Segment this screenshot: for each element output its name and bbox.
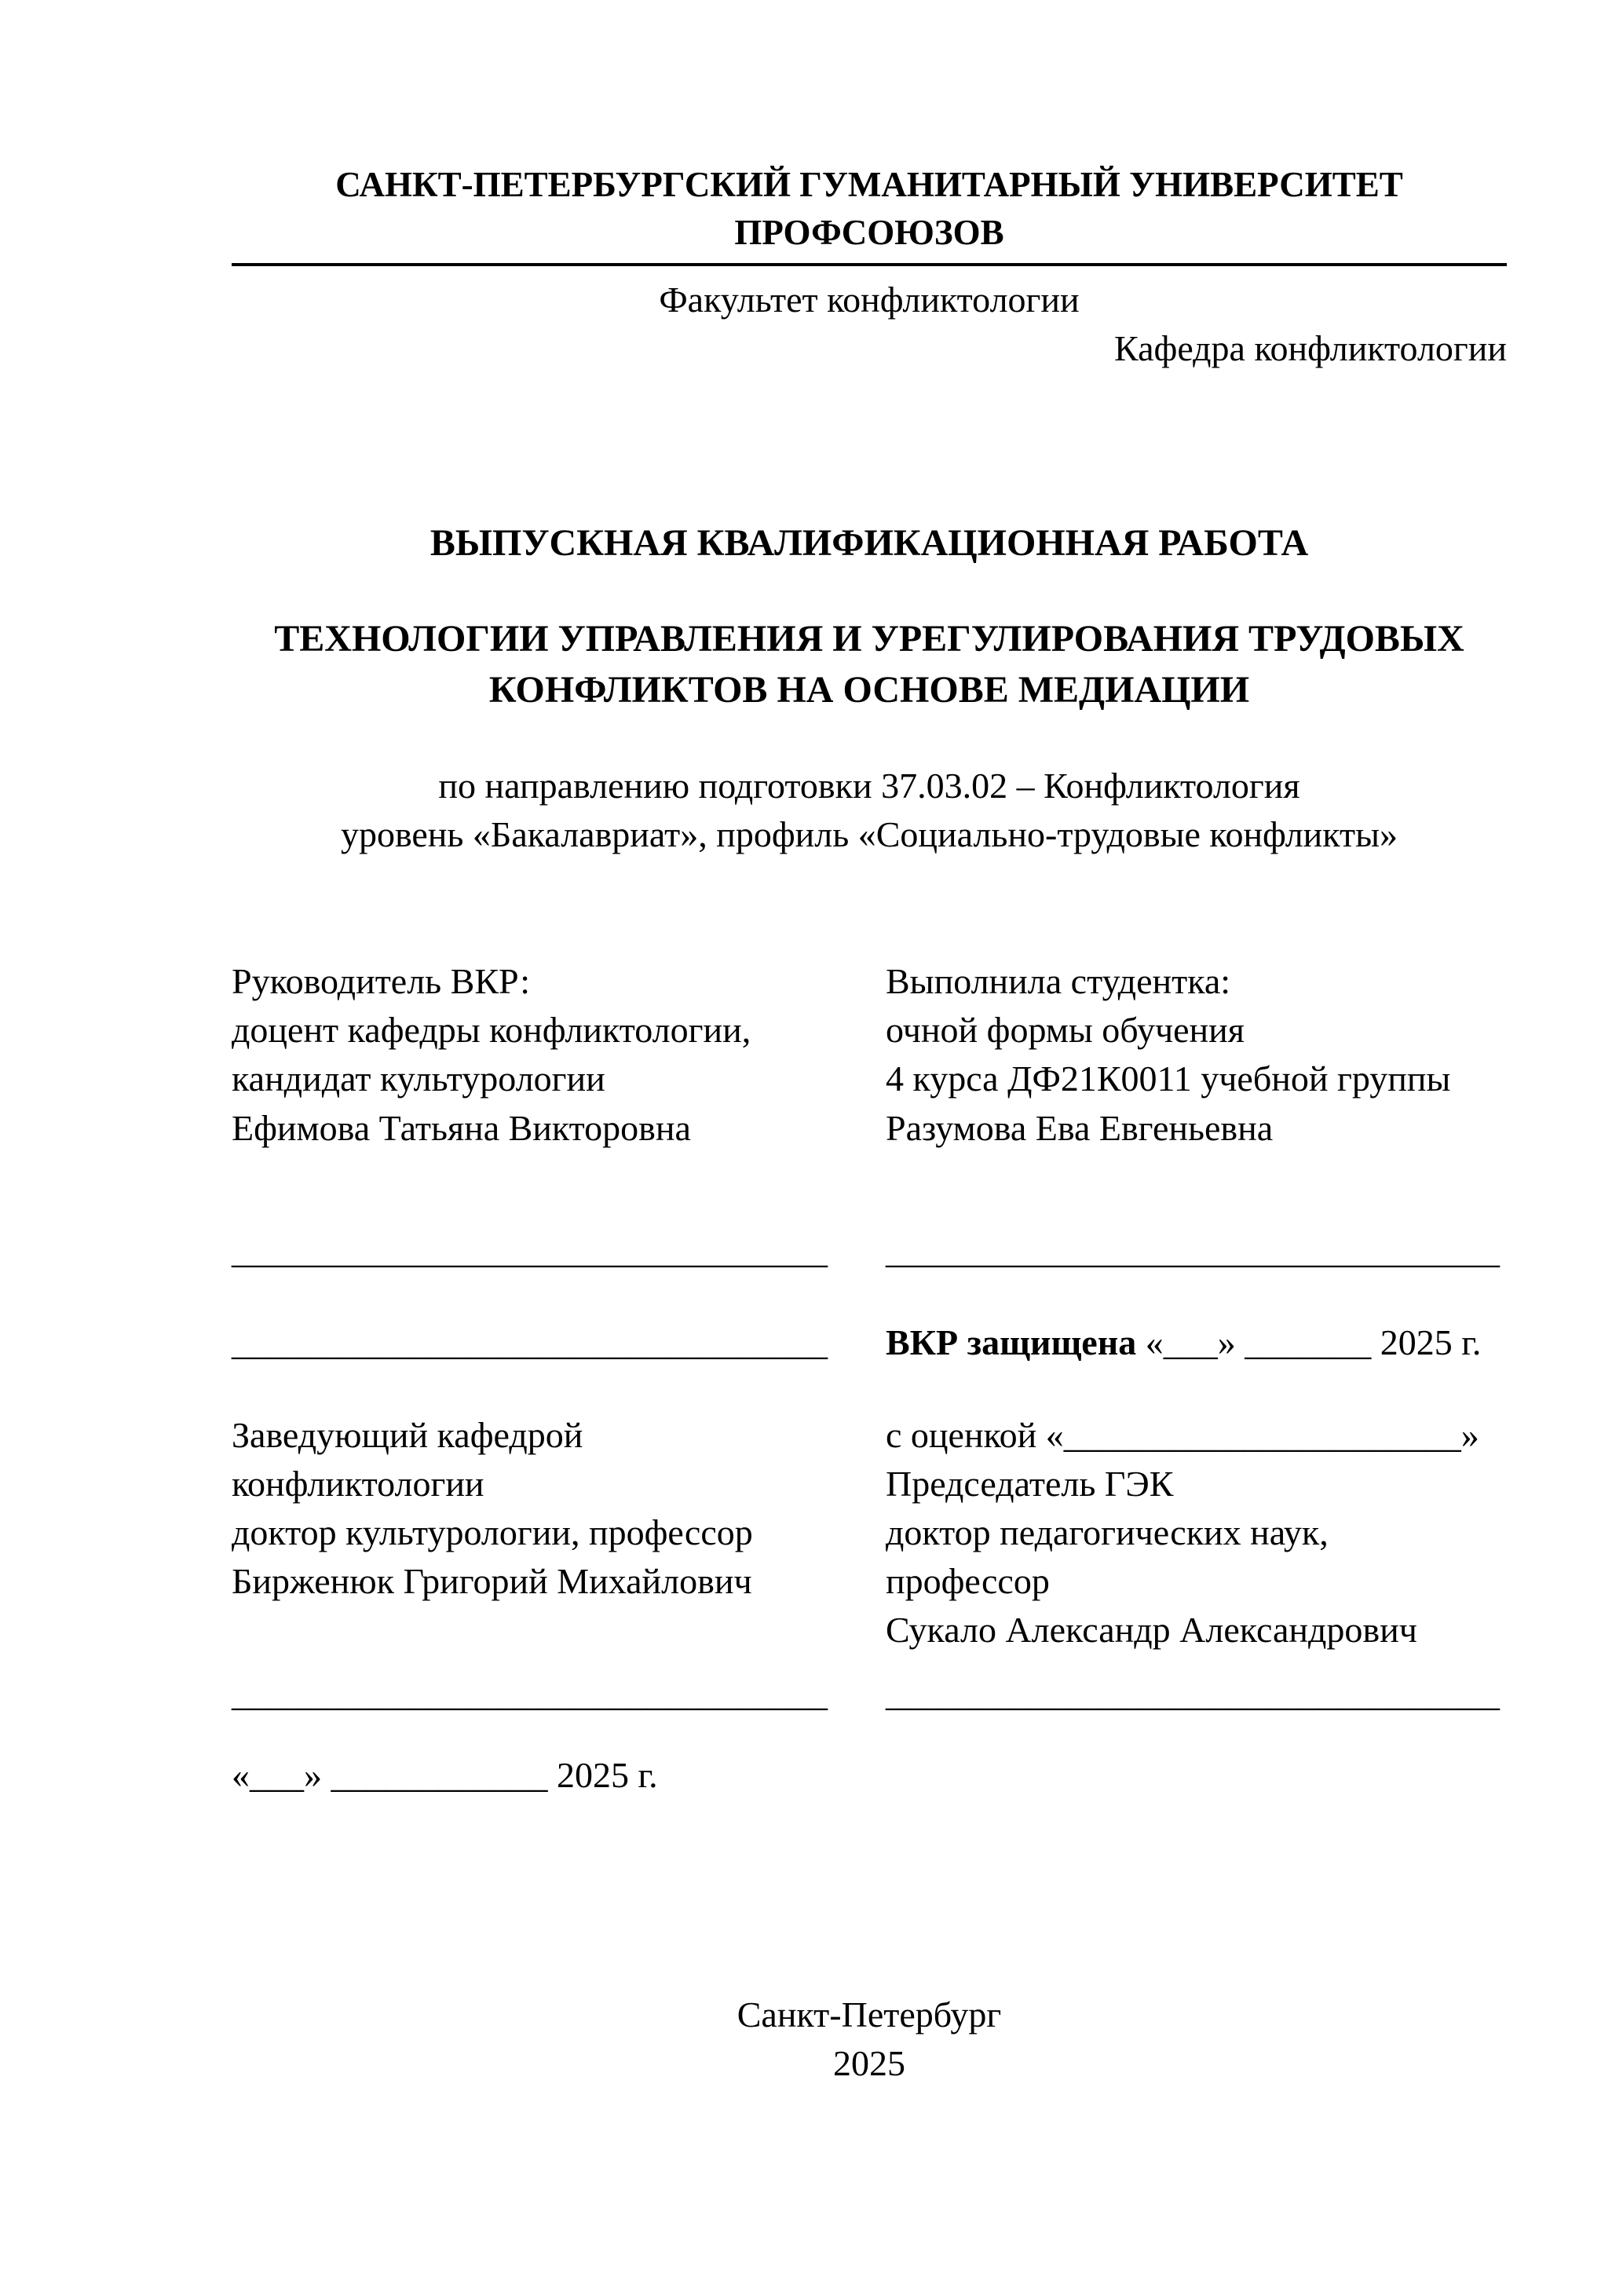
- supervisor-position: доцент кафедры конфликтологии,: [232, 1010, 751, 1051]
- date-row: [232, 1751, 1507, 1800]
- signature-row-3: [232, 1669, 1507, 1718]
- supervisor-role: Руководитель ВКР:: [232, 961, 531, 1002]
- info-columns: [232, 957, 1507, 1152]
- supervisor-signature-line-2: _________________________________: [232, 1322, 828, 1362]
- defended-date-blank: «___» _______ 2025 г.: [1136, 1322, 1482, 1362]
- footer-block: [232, 1991, 1507, 2088]
- student-role: Выполнила студентка:: [886, 961, 1231, 1002]
- student-signature-line: __________________________________: [886, 1230, 1500, 1270]
- dept-head-name: Бирженюк Григорий Михайлович: [232, 1561, 752, 1602]
- student-block: [886, 957, 1507, 1152]
- approval-columns: [232, 1411, 1507, 1654]
- chairman-degree: доктор педагогических наук,: [886, 1512, 1329, 1553]
- date-row-spacer: [886, 1751, 1507, 1800]
- chairman-role: Председатель ГЭК: [886, 1463, 1174, 1504]
- department-name: Кафедра конфликтологии: [1114, 327, 1507, 368]
- student-name: Разумова Ева Евгеньевна: [886, 1107, 1274, 1148]
- faculty-name: Факультет конфликтологии: [659, 279, 1080, 320]
- defended-label: ВКР защищена: [886, 1322, 1137, 1362]
- thesis-title: ТЕХНОЛОГИИ УПРАВЛЕНИЯ И УРЕГУЛИРОВАНИЯ ТРУДОВЫХ КОНФЛИКТОВ НА ОСНОВЕ МЕДИАЦИИ: [274, 618, 1464, 711]
- level-line: уровень «Бакалавриат», профиль «Социально-трудовые конфликты»: [340, 814, 1398, 855]
- supervisor-name: Ефимова Татьяна Викторовна: [232, 1107, 691, 1148]
- chairman-title: профессор: [886, 1561, 1050, 1602]
- defended-line: [886, 1318, 1507, 1367]
- work-type-heading: ВЫПУСКНАЯ КВАЛИФИКАЦИОННАЯ РАБОТА: [430, 521, 1309, 564]
- city-name: Санкт-Петербург: [737, 1994, 1002, 2035]
- supervisor-degree: кандидат культурологии: [232, 1058, 605, 1099]
- chairman-name: Сукало Александр Александрович: [886, 1610, 1417, 1651]
- approval-date-line: «___» ____________ 2025 г.: [232, 1755, 658, 1796]
- dept-head-role-2: конфликтологии: [232, 1463, 484, 1504]
- student-study-form: очной формы обучения: [886, 1010, 1245, 1051]
- chairman-signature-line: __________________________________: [886, 1673, 1500, 1714]
- signature-row-1: [232, 1227, 1507, 1275]
- dept-head-role-1: Заведующий кафедрой: [232, 1414, 583, 1455]
- dept-head-signature-line: _________________________________: [232, 1673, 828, 1714]
- dept-head-block: [232, 1411, 886, 1654]
- student-group: 4 курса ДФ21К0011 учебной группы: [886, 1058, 1451, 1099]
- dept-head-degree: доктор культурологии, профессор: [232, 1512, 753, 1553]
- publication-year: 2025: [833, 2043, 905, 2084]
- chairman-block: [886, 1411, 1507, 1654]
- signature-row-2: [232, 1318, 1507, 1367]
- supervisor-signature-line: _________________________________: [232, 1230, 828, 1270]
- direction-block: [232, 762, 1507, 859]
- university-name: САНКТ-ПЕТЕРБУРГСКИЙ ГУМАНИТАРНЫЙ УНИВЕРСИТЕТ ПРОФСОЮЗОВ: [232, 161, 1507, 266]
- direction-line: по направлению подготовки 37.03.02 – Конфликтология: [438, 766, 1300, 806]
- supervisor-block: [232, 957, 886, 1152]
- grade-blank-line: с оценкой «______________________»: [886, 1414, 1479, 1455]
